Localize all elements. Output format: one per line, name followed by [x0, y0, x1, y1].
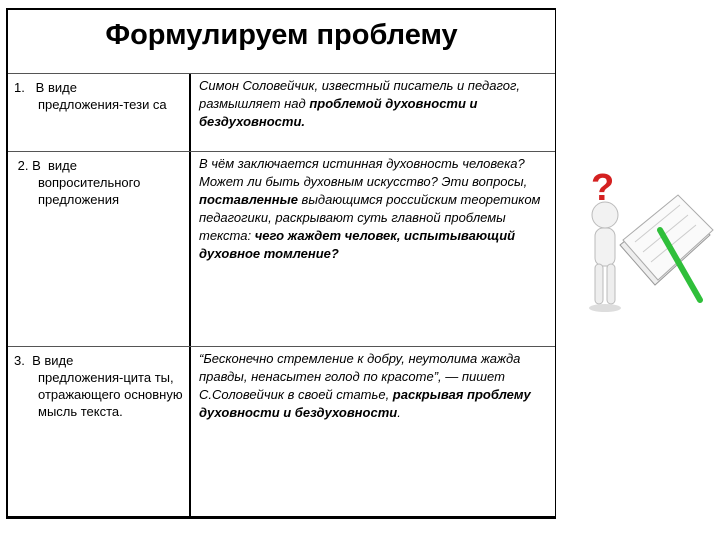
title-row: [8, 10, 555, 74]
example-text: “Бесконечно стремление к добру, неутолима жажда правды, ненасытен голод по красоте”, — пишет С.Соловейчик в своей статье,: [199, 351, 521, 402]
type-desc: предложения-тези са: [38, 97, 167, 112]
example-text-bold: чего жаждет человек, испытывающий духовное томление?: [199, 228, 516, 261]
problem-table: [6, 8, 556, 519]
example-text-bold: поставленные: [199, 192, 298, 207]
type-cell: [8, 347, 191, 518]
example-cell: [193, 74, 555, 151]
person-icon: [589, 202, 621, 312]
example-text: выдающимся российским теоретиком педагогики, раскрывают суть главной проблемы текста:: [199, 192, 541, 243]
page-title: Формулируем проблему: [105, 19, 458, 51]
type-desc: вопросительного предложения: [38, 175, 141, 207]
example-text: В чём заключается истинная духовность человека? Может ли быть духовным искусство? Эти вопросы,: [199, 156, 528, 189]
type-cell: [8, 152, 191, 346]
table-row: [8, 152, 555, 347]
type-label: 3. В виде: [14, 353, 74, 368]
table-row: [8, 347, 555, 518]
example-cell: [193, 347, 555, 518]
example-text: .: [397, 405, 401, 420]
thinking-person-illustration: [575, 160, 715, 320]
svg-text:?: ?: [591, 167, 615, 209]
example-text-bold: проблемой духовности и бездуховности.: [199, 96, 478, 129]
type-label: 2. В виде: [14, 158, 77, 173]
type-label: 1. В виде: [14, 80, 77, 95]
type-desc: предложения-цита ты, отражающего основную мысль текста.: [38, 370, 183, 419]
table-row: [8, 74, 555, 152]
question-mark-icon: [591, 167, 614, 209]
type-cell: [8, 74, 191, 151]
example-text: Симон Соловейчик, известный писатель и педагог, размышляет над: [199, 78, 520, 111]
example-text-bold: раскрывая проблему духовности и бездуховности: [199, 387, 531, 420]
example-cell: [193, 152, 555, 346]
